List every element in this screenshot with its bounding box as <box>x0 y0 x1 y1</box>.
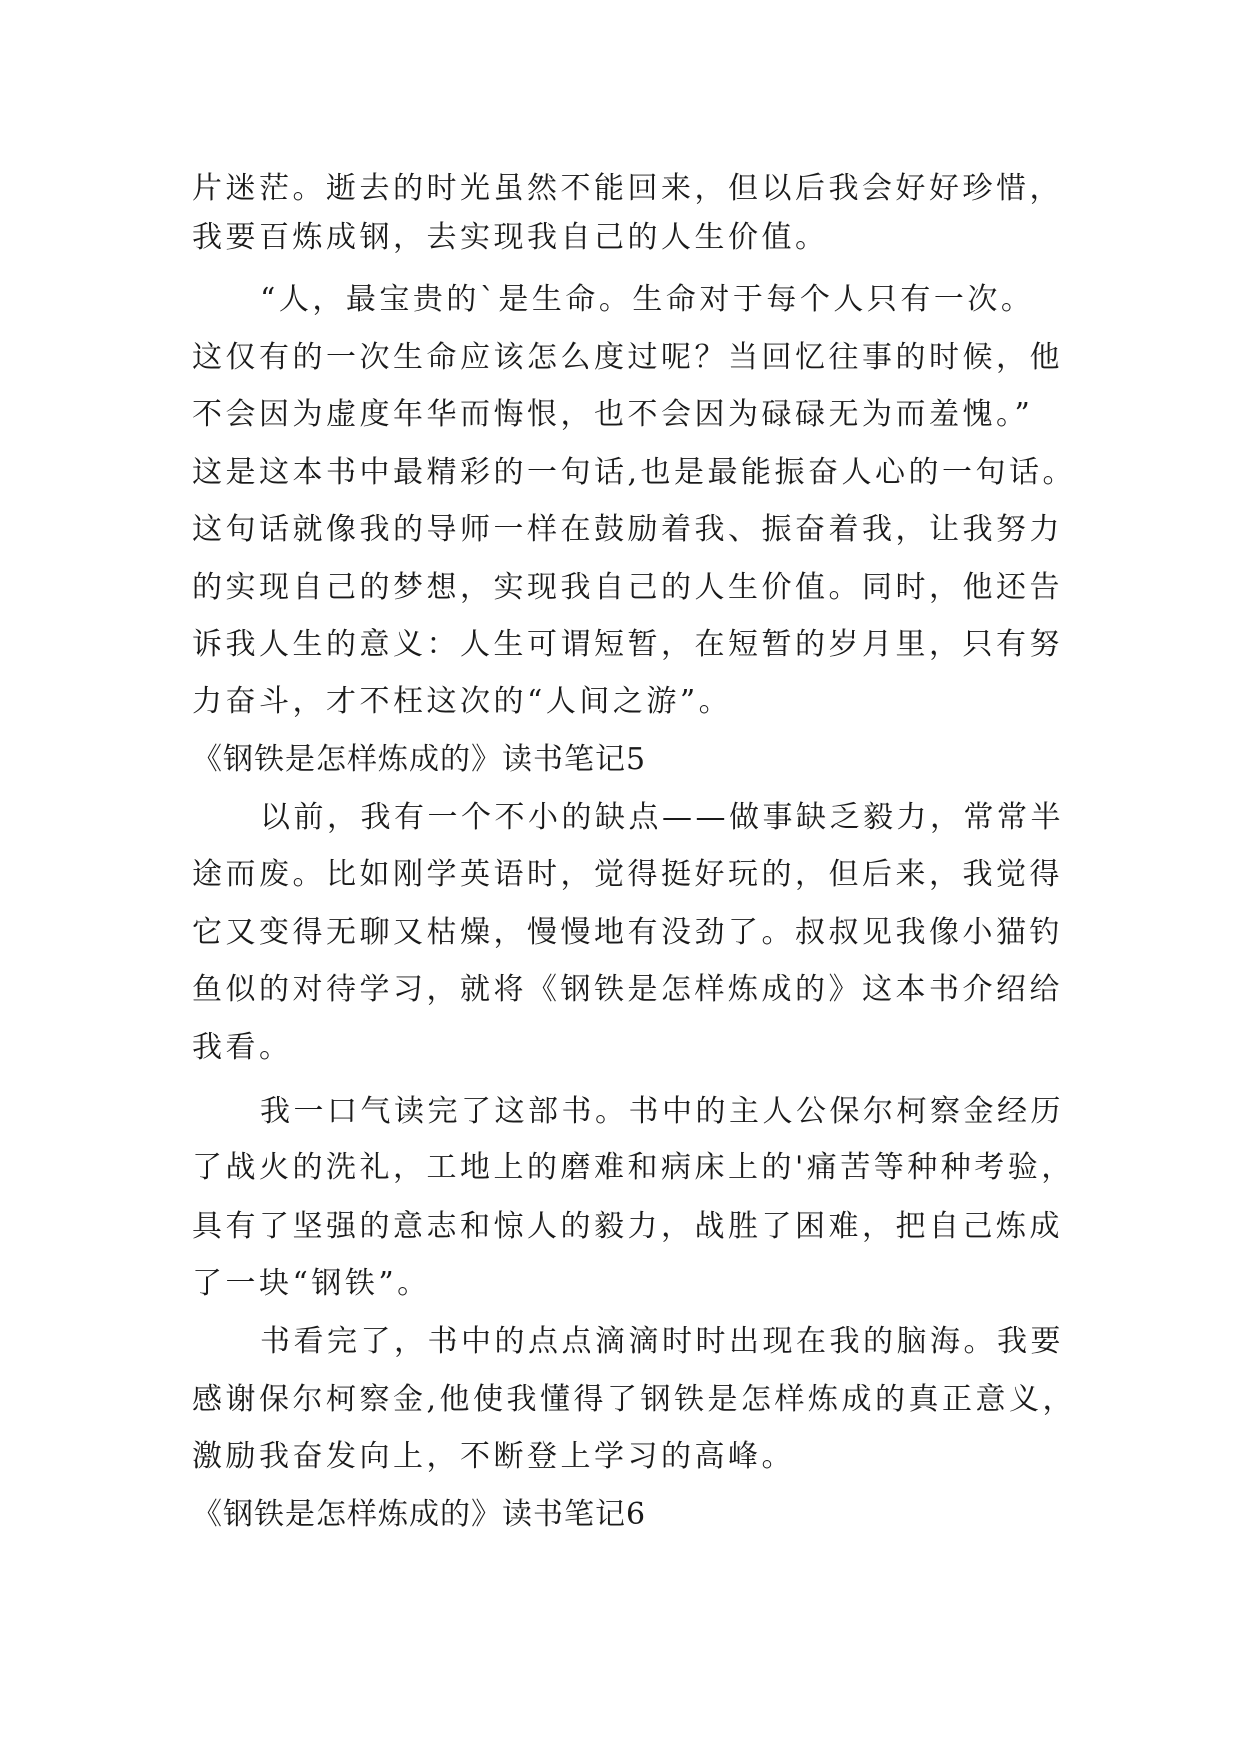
text-line: 了一块“钢铁”。 <box>192 1266 431 1301</box>
text-line: 书看完了，书中的点点滴滴时时出现在我的脑海。我要 <box>260 1324 1064 1359</box>
text-line: 以前，我有一个不小的缺点——做事缺乏毅力，常常半 <box>260 800 1064 835</box>
text-line: 鱼似的对待学习，就将《钢铁是怎样炼成的》这本书介绍给 <box>192 972 1063 1007</box>
text-line: 这仅有的一次生命应该怎么度过呢？当回忆往事的时候，他 <box>192 340 1063 375</box>
text-line: 它又变得无聊又枯燥，慢慢地有没劲了。叔叔见我像小猫钓 <box>192 915 1063 950</box>
text-line: 途而废。比如刚学英语时，觉得挺好玩的，但后来，我觉得 <box>192 857 1063 892</box>
text-line: 我看。 <box>192 1030 293 1065</box>
text-line: 的实现自己的梦想，实现我自己的人生价值。同时，他还告 <box>192 570 1063 605</box>
section-heading: 《钢铁是怎样炼成的》读书笔记5 <box>192 742 647 777</box>
section-heading: 《钢铁是怎样炼成的》读书笔记6 <box>192 1497 647 1532</box>
text-line: 我一口气读完了这部书。书中的主人公保尔柯察金经历 <box>260 1094 1064 1129</box>
text-line: 感谢保尔柯察金,他使我懂得了钢铁是怎样炼成的真正意义， <box>192 1382 1077 1417</box>
text-line: 激励我奋发向上，不断登上学习的高峰。 <box>192 1439 795 1474</box>
text-line: 这句话就像我的导师一样在鼓励着我、振奋着我，让我努力 <box>192 512 1063 547</box>
text-line: 我要百炼成钢，去实现我自己的人生价值。 <box>192 220 829 255</box>
text-line: 不会因为虚度年华而悔恨，也不会因为碌碌无为而羞愧。” <box>192 397 1034 432</box>
text-line: 了战火的洗礼，工地上的磨难和病床上的'痛苦等种种考验， <box>192 1150 1075 1185</box>
text-line: 具有了坚强的意志和惊人的毅力，战胜了困难，把自己炼成 <box>192 1209 1063 1244</box>
text-line: “人，最宝贵的`是生命。生命对于每个人只有一次。 <box>260 282 1035 317</box>
text-line: 这是这本书中最精彩的一句话,也是最能振奋人心的一句话。 <box>192 455 1077 490</box>
text-line: 片迷茫。逝去的时光虽然不能回来，但以后我会好好珍惜， <box>192 171 1063 206</box>
text-line: 力奋斗，才不枉这次的“人间之游”。 <box>192 684 733 719</box>
text-line: 诉我人生的意义：人生可谓短暂，在短暂的岁月里，只有努 <box>192 627 1063 662</box>
